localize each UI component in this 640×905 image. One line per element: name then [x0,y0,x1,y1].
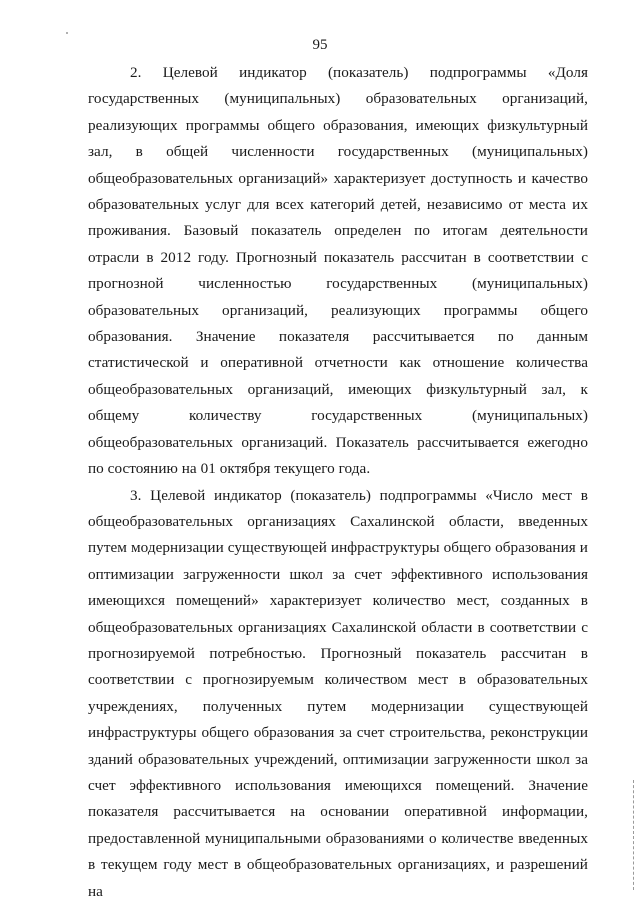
scan-speck [66,32,68,34]
scan-edge-mark [633,780,636,890]
document-body [88,60,588,905]
paragraph-indicator-2: 2. Целевой индикатор (показатель) подпрограммы «Доля государственных (муниципальных) образовательных организаций, реализующих программы общего образования, имеющих физкультурный зал, в общей численности государственных (муниципальных) общеобразовательных организаций» характеризует доступность и качество образовательных услуг для всех категорий детей, независимо от места их проживания. Базовый показатель определен по итогам деятельности отрасли в 2012 году. Прогнозный показатель рассчитан в соответствии с прогнозной численностью государственных (муниципальных) образовательных организаций, реализующих программы общего образования. Значение показателя рассчитывается по данным статистической и оперативной отчетности как отношение количества общеобразовательных организаций, имеющих физкультурный зал, к общему количеству государственных (муниципальных) общеобразовательных организаций. Показатель рассчитывается ежегодно по состоянию на 01 октября текущего года. [88,64,588,478]
page-number: 95 [312,37,328,53]
paragraph-indicator-3: 3. Целевой индикатор (показатель) подпрограммы «Число мест в общеобразовательных организациях Сахалинской области, введенных путем модернизации существующей инфраструктуры общего образования и оптимизации загруженности школ за счет эффективного использования имеющихся помещений» характеризует количество мест, созданных в общеобразовательных организациях Сахалинской области в соответствии с прогнозируемой потребностью. Прогнозный показатель рассчитан в соответствии с прогнозируемым количеством мест в образовательных учреждениях, полученных путем модернизации существующей инфраструктуры общего образования за счет строительства, реконструкции зданий образовательных учреждений, оптимизации загруженности школ за счет эффективного использования имеющихся помещений. Значение показателя рассчитывается на основании оперативной информации, предоставленной муниципальными образованиями о количестве введенных в текущем году мест в общеобразовательных организациях, и разрешений на [88,486,588,900]
